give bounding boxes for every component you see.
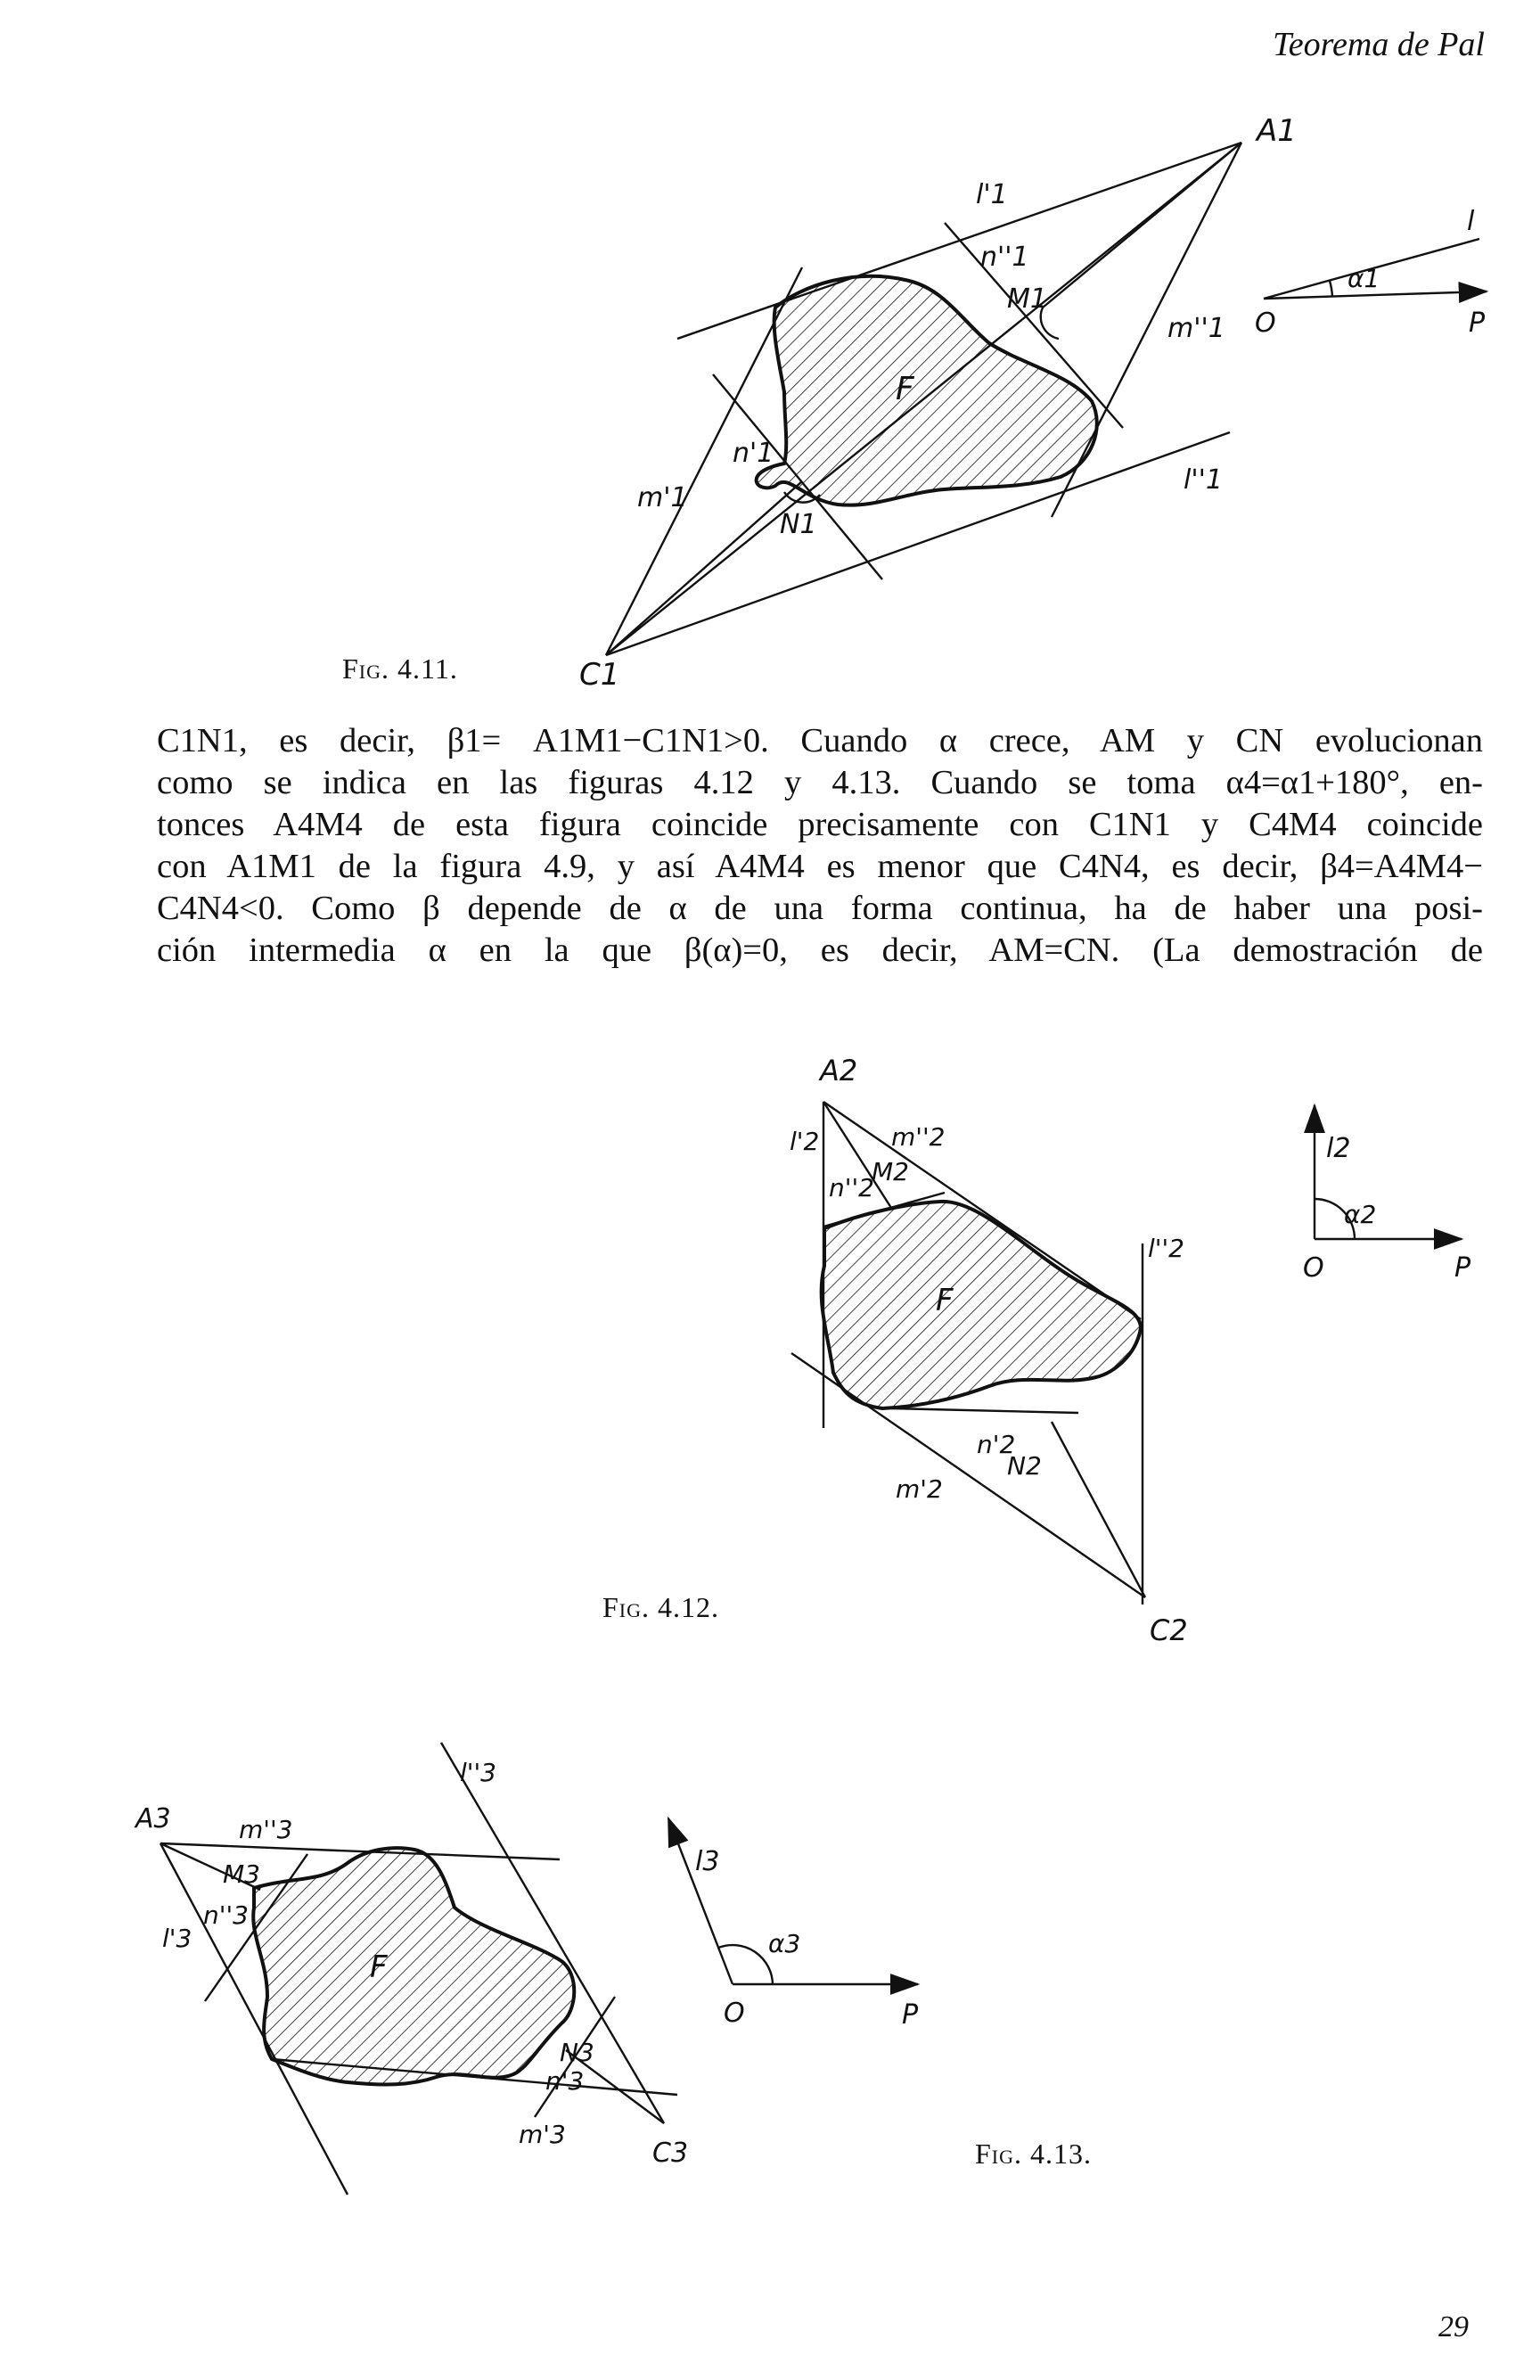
label-n2-prime: n'2: [977, 1430, 1016, 1459]
running-title: Teorema de Pal: [1273, 26, 1485, 63]
label-n1-prime: n'1: [733, 438, 774, 469]
label-l2-double: l''2: [1148, 1234, 1184, 1263]
label-p: P: [1469, 308, 1486, 339]
label-n3: N3: [560, 2038, 594, 2067]
label-alpha2: α2: [1344, 1200, 1377, 1229]
page-number: 29: [1438, 2310, 1469, 2343]
label-o3: O: [724, 1998, 745, 2029]
label-l1-double: l''1: [1184, 464, 1223, 496]
label-alpha1: α1: [1348, 264, 1380, 293]
label-o2: O: [1303, 1252, 1324, 1284]
label-n2-double: n''2: [829, 1173, 874, 1202]
line-l1-prime: [606, 143, 1241, 655]
label-p2: P: [1454, 1252, 1471, 1284]
label-n3-double: n''3: [203, 1900, 249, 1930]
caption-fig-4-13: Fig. 4.13.: [975, 2138, 1093, 2170]
segment-c2n2: [1052, 1422, 1145, 1597]
caption-fig-4-11: Fig. 4.11.: [342, 652, 458, 685]
label-a1: A1: [1257, 113, 1297, 149]
label-f1: F: [896, 371, 914, 407]
label-n2: N2: [1007, 1451, 1042, 1481]
body-line: ción intermedia α en la que β(α)=0, es decir, AM=CN. (La demostración de: [157, 931, 1483, 969]
angle-arc-alpha1: [1330, 281, 1332, 297]
label-m2: M2: [872, 1157, 909, 1186]
label-l: l: [1467, 206, 1475, 237]
body-line: con A1M1 de la figura 4.9, y así A4M4 es menor que C4N4, es decir, β4=A4M4−: [157, 848, 1483, 885]
label-f3: F: [370, 1949, 388, 1985]
label-a3: A3: [135, 1803, 171, 1834]
body-line: tonces A4M4 de esta figura coincide precisamente con C1N1 y C4M4 coincide: [157, 806, 1483, 843]
label-c2: C2: [1150, 1613, 1188, 1647]
label-c3: C3: [652, 2138, 689, 2169]
body-paragraph: [157, 720, 1483, 972]
label-l2: l2: [1326, 1133, 1351, 1164]
label-m1: M1: [1007, 283, 1047, 315]
label-f2: F: [936, 1283, 954, 1318]
label-n1-double: n''1: [980, 242, 1029, 273]
label-m2-prime: m'2: [896, 1474, 943, 1504]
figure-4-11: [579, 113, 1487, 693]
label-l1-prime: l'1: [976, 179, 1008, 210]
label-m1-prime: m'1: [637, 482, 688, 513]
label-p3: P: [902, 1999, 919, 2031]
label-l3-double: l''3: [460, 1758, 496, 1787]
label-c1: C1: [579, 657, 620, 693]
line-n2-prime: [891, 1408, 1078, 1413]
body-line: C1N1, es decir, β1= A1M1−C1N1>0. Cuando α crece, AM y CN evolucionan: [157, 722, 1483, 759]
segment-a1m1: [1043, 143, 1241, 308]
body-line: como se indica en las figuras 4.12 y 4.13. Cuando se toma α4=α1+180°, en-: [157, 764, 1483, 801]
angle-arc-alpha3: [718, 1945, 773, 1984]
figure-4-13: [134, 1743, 919, 2195]
label-m2-double: m''2: [891, 1122, 946, 1152]
label-l2-prime: l'2: [790, 1127, 820, 1156]
label-m3-double: m''3: [239, 1815, 293, 1844]
label-l3: l3: [695, 1846, 720, 1877]
label-m3-prime: m'3: [519, 2120, 566, 2149]
label-m3: M3: [223, 1859, 260, 1889]
label-m1-double: m''1: [1167, 313, 1225, 344]
label-a2: A2: [820, 1054, 858, 1087]
label-alpha3: α3: [768, 1929, 801, 1958]
region-f-3: [253, 1848, 574, 2084]
label-l3-prime: l'3: [162, 1924, 192, 1953]
figure-4-12: [790, 1054, 1471, 1647]
caption-fig-4-12: Fig. 4.12.: [602, 1591, 720, 1623]
label-o: O: [1255, 308, 1276, 339]
label-n3-prime: n'3: [545, 2066, 585, 2096]
label-n1: N1: [780, 509, 817, 540]
segment-c1n1: [606, 481, 802, 655]
axis-line-l3: [668, 1818, 733, 1984]
region-f-2: [822, 1202, 1141, 1408]
body-line: C4N4<0. Como β depende de α de una forma continua, ha de haber una posi-: [157, 890, 1483, 927]
